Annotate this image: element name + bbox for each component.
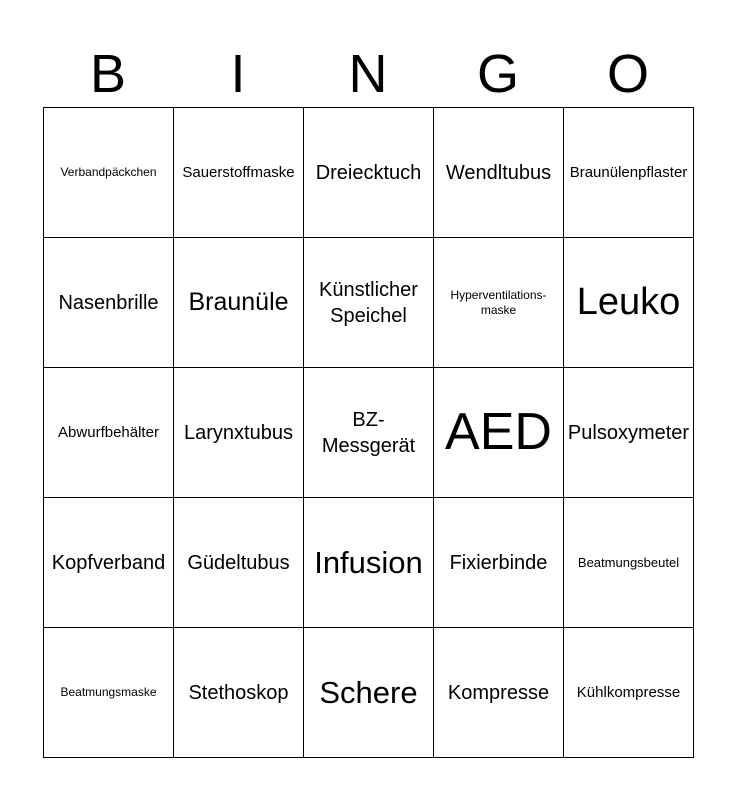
bingo-cell xyxy=(564,628,694,758)
cell-label: Nasenbrille xyxy=(58,291,159,314)
bingo-cell xyxy=(434,628,564,758)
bingo-cell xyxy=(434,498,564,628)
bingo-cell xyxy=(44,498,174,628)
cell-label: Hyperventilations-maske xyxy=(450,288,547,317)
bingo-cell xyxy=(174,238,304,368)
cell-label: Abwurfbehälter xyxy=(58,423,159,441)
cell-label: Fixierbinde xyxy=(449,551,548,574)
cell-label: Leuko xyxy=(576,280,681,323)
header-letter-g: G xyxy=(476,44,519,104)
header-letter-o: O xyxy=(606,44,649,104)
cell-label: Wendltubus xyxy=(445,161,552,184)
bingo-cell xyxy=(304,498,434,628)
header-letter-b: B xyxy=(89,44,127,104)
bingo-cell xyxy=(44,628,174,758)
bingo-cell xyxy=(174,498,304,628)
cell-label: Pulsoxymeter xyxy=(567,421,690,444)
header-letter-i: I xyxy=(230,44,246,104)
bingo-cell xyxy=(434,108,564,238)
cell-label: Kopfverband xyxy=(51,551,166,574)
bingo-cell xyxy=(44,238,174,368)
cell-label: Beatmungsbeutel xyxy=(577,554,680,570)
bingo-cell xyxy=(564,368,694,498)
bingo-cell xyxy=(564,238,694,368)
cell-label: BZ-Messgerät xyxy=(321,408,416,457)
cell-label: Braunülenpflaster xyxy=(569,163,688,181)
cell-label: Kompresse xyxy=(447,681,550,704)
bingo-cell xyxy=(44,108,174,238)
header-letter-n: N xyxy=(348,44,388,104)
bingo-cell xyxy=(434,238,564,368)
cell-label: Güdeltubus xyxy=(187,551,290,574)
cell-label: Kühlkompresse xyxy=(576,683,681,701)
cell-label: Infusion xyxy=(314,544,423,580)
bingo-cell xyxy=(174,628,304,758)
bingo-cell xyxy=(304,238,434,368)
cell-label: Verbandpäckchen xyxy=(60,165,157,180)
bingo-cell xyxy=(174,368,304,498)
cell-label: Künstlicher Speichel xyxy=(319,278,418,327)
cell-label: Beatmungsmaske xyxy=(60,685,157,700)
bingo-cell xyxy=(564,498,694,628)
bingo-cell xyxy=(304,108,434,238)
bingo-cell xyxy=(44,368,174,498)
cell-label: Larynxtubus xyxy=(184,421,293,444)
cell-label: Stethoskop xyxy=(188,681,289,704)
cell-label: Sauerstoffmaske xyxy=(182,163,295,181)
bingo-cell xyxy=(564,108,694,238)
bingo-header xyxy=(43,40,693,108)
cell-label: Braunüle xyxy=(188,288,289,317)
bingo-cell xyxy=(174,108,304,238)
cell-label: Schere xyxy=(319,674,418,710)
bingo-card-grid xyxy=(43,107,694,758)
cell-label: AED xyxy=(445,403,552,462)
bingo-cell xyxy=(304,628,434,758)
bingo-cell xyxy=(304,368,434,498)
cell-label: Dreiecktuch xyxy=(315,161,422,184)
bingo-cell xyxy=(434,368,564,498)
